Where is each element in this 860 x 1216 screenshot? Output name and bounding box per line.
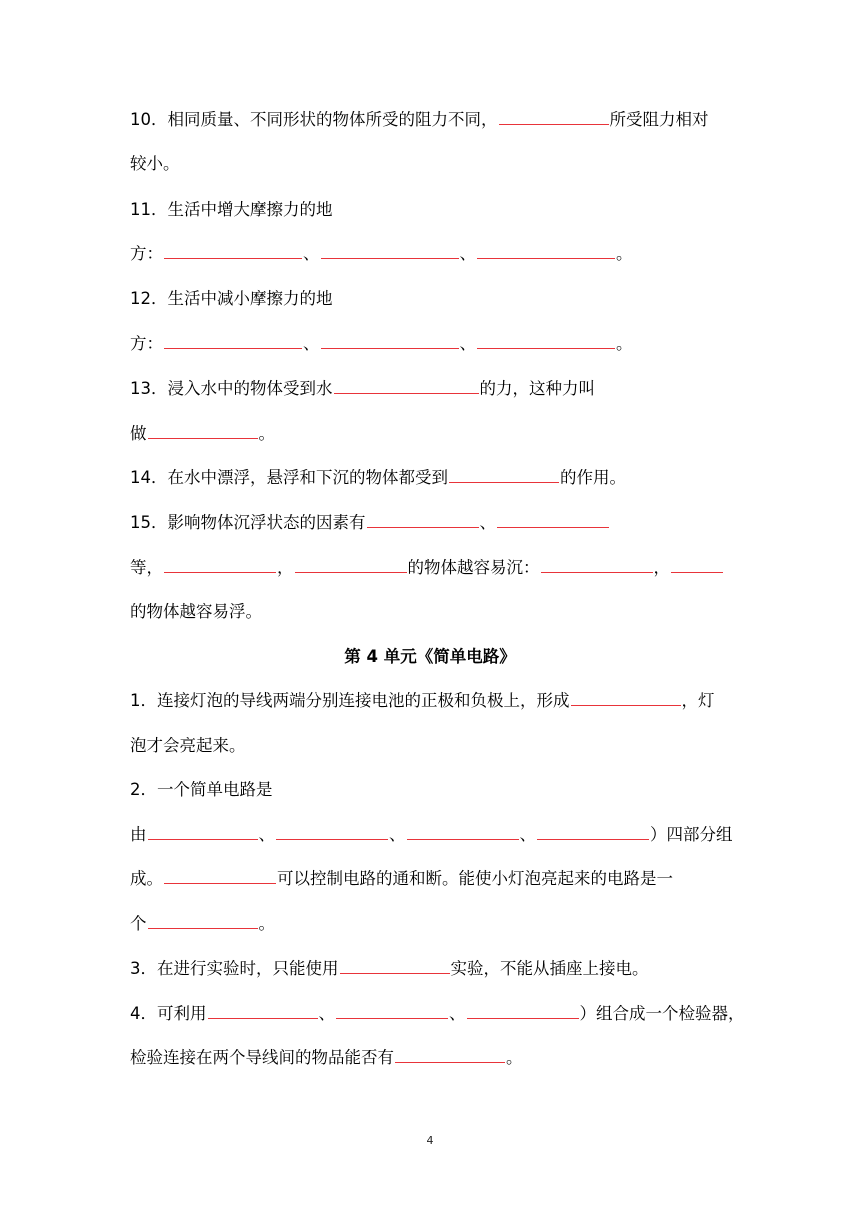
answer-blank[interactable] [334, 377, 479, 394]
unit-heading: 第 4 单元《简单电路》 [344, 647, 516, 666]
q10-text-a: 10．相同质量、不同形状的物体所受的阻力不同， [130, 110, 498, 129]
q14-text-a: 14．在水中漂浮，悬浮和下沉的物体都受到 [130, 468, 448, 487]
question-13-line-2 [130, 422, 275, 446]
answer-blank[interactable] [449, 466, 559, 483]
q13-text-a: 13．浸入水中的物体受到水 [130, 379, 333, 398]
u4q1-text-c: 泡才会亮起来。 [130, 736, 246, 755]
u4q4-text-c: 检验连接在两个导线间的物品能否有 [130, 1048, 394, 1067]
question-11-line-1 [130, 198, 333, 222]
q15-text-c: 的物体越容易沉： [407, 558, 540, 577]
separator: 、 [459, 244, 476, 263]
question-10-line-1 [130, 108, 709, 132]
u4q3-text-b: 实验，不能从插座上接电。 [450, 959, 649, 978]
unit4-question-3-line [130, 957, 649, 981]
unit4-question-4-line-2 [130, 1046, 523, 1070]
q11-text-b: 方： [130, 244, 163, 263]
q15-text-a: 15．影响物体沉浮状态的因素有 [130, 513, 366, 532]
unit4-question-2-line-3 [130, 867, 673, 891]
unit4-question-2-line-2 [130, 823, 733, 847]
answer-blank[interactable] [477, 242, 615, 259]
question-13-line-1 [130, 377, 595, 401]
q15-text-b: 等， [130, 558, 163, 577]
u4q2-text-d: 成。 [130, 869, 163, 888]
period: 。 [258, 424, 275, 443]
answer-blank[interactable] [164, 556, 276, 573]
answer-blank[interactable] [276, 823, 388, 840]
q14-text-b: 的作用。 [560, 468, 626, 487]
period: 。 [258, 914, 275, 933]
u4q4-text-a: 4．可利用 [130, 1004, 207, 1023]
separator: 、 [449, 1004, 466, 1023]
answer-blank[interactable] [336, 1002, 448, 1019]
answer-blank[interactable] [208, 1002, 318, 1019]
u4q1-text-b: ，灯 [681, 691, 715, 710]
u4q2-text-f: 个 [130, 914, 147, 933]
separator: 、 [318, 1004, 335, 1023]
separator: 、 [389, 825, 406, 844]
answer-blank[interactable] [497, 511, 609, 528]
answer-blank[interactable] [148, 912, 258, 929]
answer-blank[interactable] [477, 332, 615, 349]
question-14-line [130, 466, 626, 490]
separator: 、 [258, 825, 275, 844]
answer-blank[interactable] [164, 332, 302, 349]
q15-text-d: 的物体越容易浮。 [130, 602, 262, 621]
comma: ， [653, 558, 670, 577]
period: 。 [506, 1048, 523, 1067]
u4q2-text-b: 由 [130, 825, 147, 844]
unit4-question-2-line-1 [130, 778, 273, 802]
separator: 、 [459, 334, 476, 353]
unit4-question-1-line-2 [130, 734, 246, 758]
answer-blank[interactable] [295, 556, 407, 573]
separator: 、 [303, 334, 320, 353]
answer-blank[interactable] [321, 332, 459, 349]
question-15-line-1 [130, 511, 610, 535]
q10-text-b: 所受阻力相对 [609, 110, 709, 129]
page-number: 4 [426, 1134, 434, 1147]
unit4-question-1-line-1 [130, 689, 715, 713]
answer-blank[interactable] [148, 823, 258, 840]
period: 。 [616, 244, 633, 263]
unit4-question-2-line-4 [130, 912, 275, 936]
question-12-line-1 [130, 287, 333, 311]
u4q3-text-a: 3．在进行实验时，只能使用 [130, 959, 339, 978]
u4q4-text-b: ）组合成一个检验器， [579, 1004, 745, 1023]
answer-blank[interactable] [467, 1002, 579, 1019]
answer-blank[interactable] [407, 823, 519, 840]
answer-blank[interactable] [367, 511, 479, 528]
answer-blank[interactable] [164, 242, 302, 259]
q11-text-a: 11．生活中增大摩擦力的地 [130, 200, 333, 219]
q13-text-b: 的力，这种力叫 [479, 379, 595, 398]
separator: 、 [479, 513, 496, 532]
q13-text-c: 做 [130, 424, 147, 443]
q12-text-a: 12．生活中减小摩擦力的地 [130, 289, 333, 308]
answer-blank[interactable] [148, 422, 258, 439]
question-11-line-2 [130, 242, 633, 266]
answer-blank[interactable] [321, 242, 459, 259]
separator: 、 [303, 244, 320, 263]
answer-blank[interactable] [164, 867, 276, 884]
question-10-line-2 [130, 152, 180, 176]
q12-text-b: 方： [130, 334, 163, 353]
question-15-line-3 [130, 600, 262, 624]
u4q2-text-a: 2．一个简单电路是 [130, 780, 273, 799]
answer-blank[interactable] [541, 556, 653, 573]
answer-blank[interactable] [571, 689, 681, 706]
answer-blank[interactable] [340, 957, 450, 974]
question-15-line-2 [130, 556, 724, 580]
question-12-line-2 [130, 332, 633, 356]
unit4-question-4-line-1 [130, 1002, 745, 1026]
u4q2-text-c: ）四部分组 [650, 825, 733, 844]
period: 。 [616, 334, 633, 353]
answer-blank[interactable] [537, 823, 649, 840]
u4q1-text-a: 1．连接灯泡的导线两端分别连接电池的正极和负极上，形成 [130, 691, 570, 710]
answer-blank[interactable] [395, 1046, 505, 1063]
comma: ， [277, 558, 294, 577]
answer-blank[interactable] [499, 108, 609, 125]
answer-blank[interactable] [671, 556, 723, 573]
q10-text-c: 较小。 [130, 154, 180, 173]
u4q2-text-e: 可以控制电路的通和断。能使小灯泡亮起来的电路是一 [277, 869, 673, 888]
separator: 、 [519, 825, 536, 844]
